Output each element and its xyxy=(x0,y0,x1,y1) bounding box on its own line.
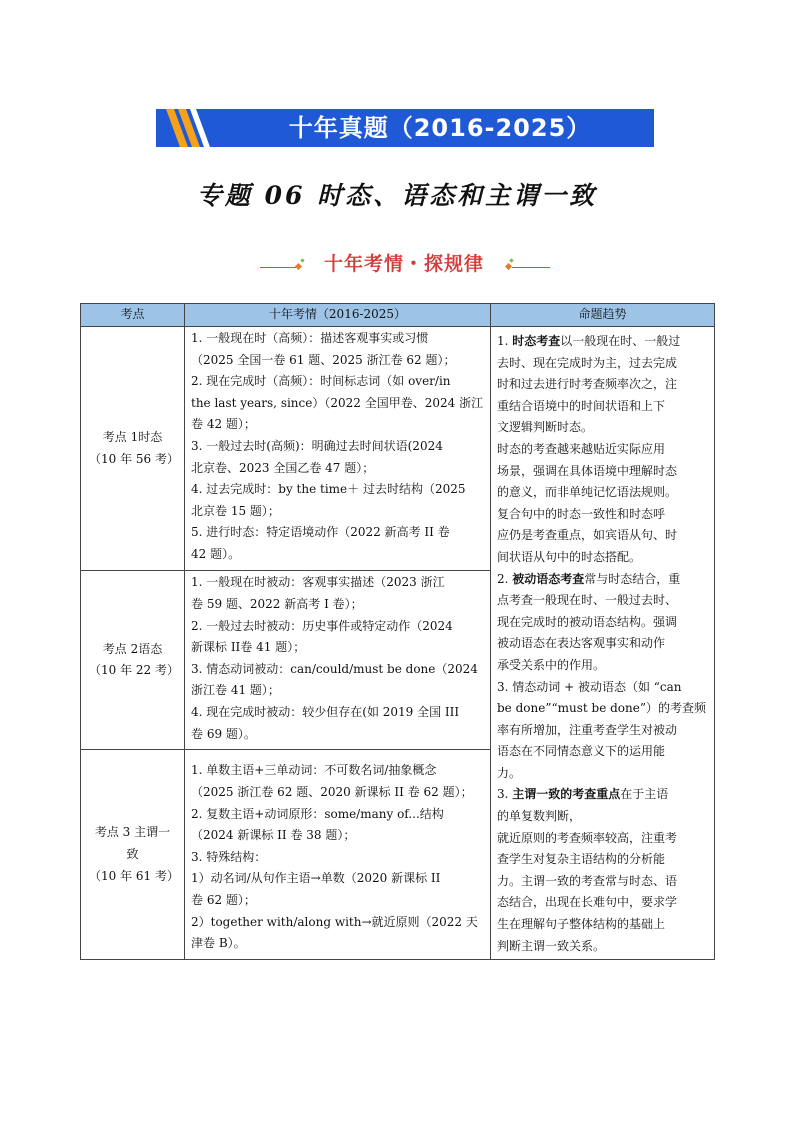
column-header: 考点 xyxy=(81,304,185,327)
trend-text: 以一般现在时、一般过 xyxy=(560,334,681,348)
table-row xyxy=(81,327,715,571)
detail-line: 北京卷 15 题）； xyxy=(191,503,280,518)
detail-line: 卷 59 题、2022 新高考 I 卷）； xyxy=(191,597,363,612)
detail-line: 北京卷、2023 全国乙卷 47 题）； xyxy=(191,460,375,475)
title-banner xyxy=(156,109,654,147)
detail-line: 1. 一般现在时（高频）：描述客观事实或习惯 xyxy=(191,331,429,345)
detail-line: 2）together with/along with→就近原则（2022 天 xyxy=(191,914,478,929)
table-header-row xyxy=(81,304,715,327)
trend-line: 就近原则的考查频率较高，注重考 xyxy=(497,830,678,845)
trend-number: 2. xyxy=(497,571,513,586)
detail-line: 卷 42 题）； xyxy=(191,417,256,432)
trend-line: 文逻辑判断时态。 xyxy=(497,420,594,435)
trend-text: 在于主语 xyxy=(620,787,669,802)
trend-line: 场景，强调在具体语境中理解时态 xyxy=(497,463,678,478)
trend-line: 的意义，而非单纯记忆语法规则。 xyxy=(497,485,678,500)
detail-line: the last years, since）（2022 全国甲卷、2024 浙江 xyxy=(191,395,484,410)
detail-line: （2025 浙江卷 62 题、2020 新课标 II 卷 62 题）； xyxy=(191,784,473,799)
trend-line: 率有所增加，注重考查学生对被动 xyxy=(497,722,678,737)
heading-diamond-right xyxy=(505,263,512,270)
heading-rule-right xyxy=(512,267,550,268)
trend-line: 生在理解句子整体结构的基础上 xyxy=(497,917,666,932)
topic-label: 致 xyxy=(126,846,139,861)
trend-line: 间状语从句中的时态搭配。 xyxy=(497,549,642,564)
detail-line: 5. 进行时态：特定语境动作（2022 新高考 II 卷 xyxy=(191,525,450,540)
trend-line: 承受关系中的作用。 xyxy=(497,657,606,672)
detail-line: （2024 新课标 II 卷 38 题）； xyxy=(191,828,356,843)
topic-count: （10 年 61 考） xyxy=(89,868,179,883)
detail-line: 1. 一般现在时被动：客观事实描述（2023 浙江 xyxy=(191,575,445,590)
heading-diamond-left xyxy=(295,263,302,270)
detail-line: 42 题）。 xyxy=(191,546,241,561)
detail-line: 2. 复数主语+动词原形：some/many of...结构 xyxy=(191,806,444,821)
trend-line: 语态在不同情态意义下的运用能 xyxy=(497,744,666,759)
topic-label-cell xyxy=(81,571,185,750)
detail-line: 卷 62 题）； xyxy=(191,892,256,907)
trend-line: 3. 情态动词 + 被动语态（如 “can xyxy=(497,679,682,694)
trend-line: 复合句中的时态一致性和时态呼 xyxy=(497,506,666,521)
detail-line: （2025 全国一卷 61 题、2025 浙江卷 62 题）； xyxy=(191,352,456,367)
column-header: 十年考情（2016-2025） xyxy=(185,304,491,327)
detail-line: 3. 特殊结构： xyxy=(191,849,267,864)
detail-line: 卷 69 题）。 xyxy=(191,726,256,741)
exam-detail-cell xyxy=(185,327,491,571)
trend-line: 的单复数判断， xyxy=(497,809,582,824)
page-title: 专题 06 时态、语态和主谓一致 xyxy=(196,181,598,210)
detail-line: 3. 情态动词被动：can/could/must be done（2024 xyxy=(191,661,478,676)
trend-heading: 时态考查 xyxy=(512,334,561,348)
trend-line xyxy=(497,331,709,353)
topic-label-cell xyxy=(81,750,185,960)
exam-detail-cell xyxy=(185,750,491,960)
detail-line: 浙江卷 41 题）； xyxy=(191,683,280,698)
banner-title: 十年真题（2016-2025） xyxy=(288,114,592,142)
banner-stripes-decoration xyxy=(156,109,236,147)
section-heading xyxy=(254,249,554,279)
heading-dot-right xyxy=(509,258,513,262)
trend-line: 判断主谓一致关系。 xyxy=(497,938,606,953)
trend-line xyxy=(497,784,709,806)
detail-line: 1）动名词/从句作主语→单数（2020 新课标 II xyxy=(191,871,441,886)
trend-line: 态结合，出现在长难句中，要求学 xyxy=(497,895,678,910)
detail-line: 4. 过去完成时：by the time＋ 过去时结构（2025 xyxy=(191,482,466,497)
trend-line: 去时、现在完成时为主，过去完成 xyxy=(497,355,678,370)
trend-line: 现在完成时的被动语态结构。强调 xyxy=(497,614,678,629)
topic-label-cell xyxy=(81,327,185,571)
trend-heading: 主谓一致的考查重点 xyxy=(512,787,621,802)
detail-line: 3. 一般过去时(高频)：明确过去时间状语(2024 xyxy=(191,438,443,453)
detail-line: 4. 现在完成时被动：较少但存在(如 2019 全国 III xyxy=(191,705,460,720)
detail-line: 新课标 II卷 41 题）； xyxy=(191,640,306,655)
trend-number: 1. xyxy=(497,334,513,348)
topic-count: （10 年 22 考） xyxy=(89,663,179,678)
trend-line: 重结合语境中的时间状语和上下 xyxy=(497,398,666,413)
exam-analysis-table xyxy=(80,303,715,960)
trend-line: 应仍是考查重点，如宾语从句、时 xyxy=(497,528,678,543)
topic-label: 考点 3 主谓一 xyxy=(94,825,171,840)
trend-line: be done”“must be done”）的考查频 xyxy=(497,701,706,716)
trend-cell xyxy=(491,327,715,960)
column-header: 命题趋势 xyxy=(491,304,715,327)
detail-line: 2. 现在完成时（高频）：时间标志词（如 over/in xyxy=(191,374,451,389)
topic-count: （10 年 56 考） xyxy=(89,451,179,466)
trend-line: 时态的考查越来越贴近实际应用 xyxy=(497,441,666,456)
topic-label: 考点 2语态 xyxy=(102,641,163,656)
detail-line: 津卷 B）。 xyxy=(191,936,246,951)
trend-line: 点考查一般现在时、一般过去时、 xyxy=(497,593,678,608)
detail-line: 1. 单数主语+三单动词：不可数名词/抽象概念 xyxy=(191,763,437,778)
topic-label: 考点 1时态 xyxy=(102,430,163,445)
trend-line: 力。主谓一致的考查常与时态、语 xyxy=(497,873,678,888)
section-title: 十年考情・探规律 xyxy=(323,253,484,275)
trend-text: 常与时态结合，重 xyxy=(584,571,681,586)
trend-line xyxy=(497,569,709,591)
trend-line: 力。 xyxy=(497,765,522,780)
trend-line: 被动语态在表达客观事实和动作 xyxy=(497,636,666,651)
heading-rule-left xyxy=(260,267,296,268)
trend-line: 时和过去进行时考查频率次之，注 xyxy=(497,377,678,392)
exam-detail-cell xyxy=(185,571,491,750)
trend-number: 3. xyxy=(497,787,513,802)
detail-line: 2. 一般过去时被动：历史事件或特定动作（2024 xyxy=(191,618,453,633)
trend-line: 查学生对复杂主语结构的分析能 xyxy=(497,852,666,867)
trend-heading: 被动语态考查 xyxy=(512,571,585,586)
